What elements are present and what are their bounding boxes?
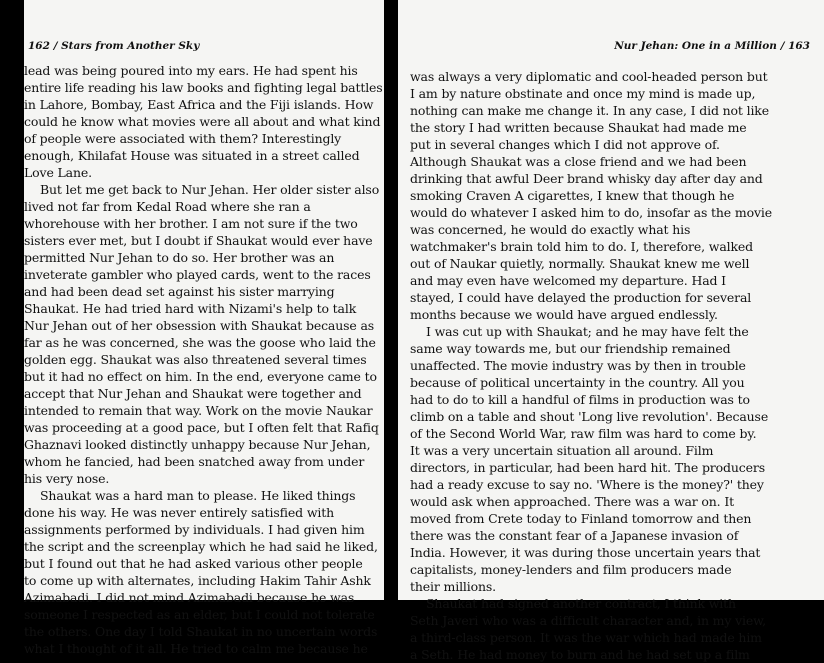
text-line: could he know what movies were all about and what kind (24, 114, 381, 129)
text-line: Ghaznavi looked distinctly unhappy because Nur Jehan, (24, 437, 371, 452)
book-gutter (384, 0, 398, 600)
text-line: permitted Nur Jehan to do so. Her brother was an (24, 250, 335, 265)
text-line: enough, Khilafat House was situated in a street called (24, 148, 360, 163)
text-line: Shaukat. He had tried hard with Nizami's help to talk (24, 301, 357, 316)
text-line: Nur Jehan out of her obsession with Shaukat because as (24, 318, 375, 333)
text-line: because of political uncertainty in the country. All you (410, 375, 745, 390)
text-line: capitalists, money-lenders and film producers made (410, 562, 732, 577)
text-line: assignments performed by individuals. I had given him (24, 522, 365, 537)
text-line: entire life reading his law books and fighting legal battles (24, 80, 383, 95)
text-line: would do whatever I asked him to do, insofar as the movie (410, 205, 772, 220)
text-line: was proceeding at a good pace, but I often felt that Rafiq (24, 420, 379, 435)
text-line: inveterate gambler who played cards, went to the races (24, 267, 371, 282)
text-line: far as he was concerned, she was the goose who laid the (24, 335, 376, 350)
text-line: what I thought of it all. He tried to calm me because he (24, 641, 368, 656)
text-line: lived not far from Kedal Road where she ran a (24, 199, 311, 214)
text-line: lead was being poured into my ears. He had spent his (24, 63, 358, 78)
text-line: unaffected. The movie industry was by then in trouble (410, 358, 746, 373)
text-line: Seth Javeri who was a difficult character and, in my view, (410, 613, 766, 628)
text-line: drinking that awful Deer brand whisky day after day and (410, 171, 763, 186)
text-line: but it had no effect on him. In the end, everyone came to (24, 369, 377, 384)
text-line: stayed, I could have delayed the production for several (410, 290, 752, 305)
text-line: was always a very diplomatic and cool-headed person but (410, 69, 768, 84)
text-line: would ask when approached. There was a war on. It (410, 494, 734, 509)
text-line: of the Second World War, raw film was hard to come by. (410, 426, 757, 441)
text-line: their millions. (410, 579, 496, 594)
text-line: months because we would have argued endlessly. (410, 307, 718, 322)
text-line: his very nose. (24, 471, 110, 486)
right-page-body (410, 68, 810, 663)
text-line: I am by nature obstinate and once my mind is made up, (410, 86, 756, 101)
left-page-body (24, 62, 383, 657)
text-line: had a ready excuse to say no. 'Where is the money?' they (410, 477, 764, 492)
text-line: out of Naukar quietly, normally. Shaukat knew me well (410, 256, 750, 271)
text-line: nothing can make me change it. In any case, I did not like (410, 103, 769, 118)
text-line: moved from Crete today to Finland tomorrow and then (410, 511, 752, 526)
text-line: a third-class person. It was the war which had made him (410, 630, 762, 645)
text-line: climb on a table and shout 'Long live revolution'. Because (410, 409, 769, 424)
left-page (24, 0, 384, 656)
text-line: same way towards me, but our friendship remained (410, 341, 731, 356)
text-line: a Seth. He had money to burn and he had set up a film (410, 647, 750, 662)
right-page (398, 0, 824, 662)
text-line: sisters ever met, but I doubt if Shaukat would ever have (24, 233, 373, 248)
text-line: put in several changes which I did not approve of. (410, 137, 720, 152)
text-line: was concerned, he would do exactly what his (410, 222, 691, 237)
text-line: whorehouse with her brother. I am not sure if the two (24, 216, 358, 231)
text-line: the script and the screenplay which he had said he liked, (24, 539, 378, 554)
text-line: accept that Nur Jehan and Shaukat were together and (24, 386, 362, 401)
text-line: and had been dead set against his sister marrying (24, 284, 335, 299)
text-line: India. However, it was during those uncertain years that (410, 545, 761, 560)
text-line: to come up with alternates, including Hakim Tahir Ashk (24, 573, 371, 588)
left-edge-shadow (0, 0, 24, 600)
text-line: directors, in particular, had been hard hit. The producers (410, 460, 765, 475)
text-line: the others. One day I told Shaukat in no uncertain words (24, 624, 378, 639)
text-line: the story I had written because Shaukat had made me (410, 120, 747, 135)
text-line: smoking Craven A cigarettes, I knew that though he (410, 188, 735, 203)
text-line: someone I respected as an elder, but I could not tolerate (24, 607, 375, 622)
text-line: But let me get back to Nur Jehan. Her older sister also (40, 182, 380, 197)
text-line: watchmaker's brain told him to do. I, therefore, walked (410, 239, 754, 254)
text-line: golden egg. Shaukat was also threatened several times (24, 352, 367, 367)
text-line: Shaukat was a hard man to please. He liked things (40, 488, 356, 503)
text-line: Shaukat had signed another contract, I think with (426, 596, 736, 611)
text-line: and may even have welcomed my departure. Had I (410, 273, 726, 288)
text-line: intended to remain that way. Work on the movie Naukar (24, 403, 373, 418)
text-line: Although Shaukat was a close friend and we had been (410, 154, 747, 169)
text-line: It was a very uncertain situation all around. Film (410, 443, 714, 458)
text-line: Azimabadi. I did not mind Azimabadi because he was (24, 590, 355, 605)
text-line: done his way. He was never entirely satisfied with (24, 505, 334, 520)
text-line: in Lahore, Bombay, East Africa and the Fiji islands. How (24, 97, 374, 112)
text-line: Love Lane. (24, 165, 92, 180)
right-page-header: Nur Jehan: One in a Million / 163 (614, 40, 810, 52)
text-line: but I found out that he had asked various other people (24, 556, 363, 571)
text-line: of people were associated with them? Interestingly (24, 131, 342, 146)
text-line: there was the constant fear of a Japanese invasion of (410, 528, 739, 543)
text-line: had to do to kill a handful of films in production was to (410, 392, 750, 407)
left-page-header: 162 / Stars from Another Sky (28, 40, 200, 52)
text-line: whom he fancied, had been snatched away from under (24, 454, 365, 469)
text-line: I was cut up with Shaukat; and he may have felt the (426, 324, 749, 339)
